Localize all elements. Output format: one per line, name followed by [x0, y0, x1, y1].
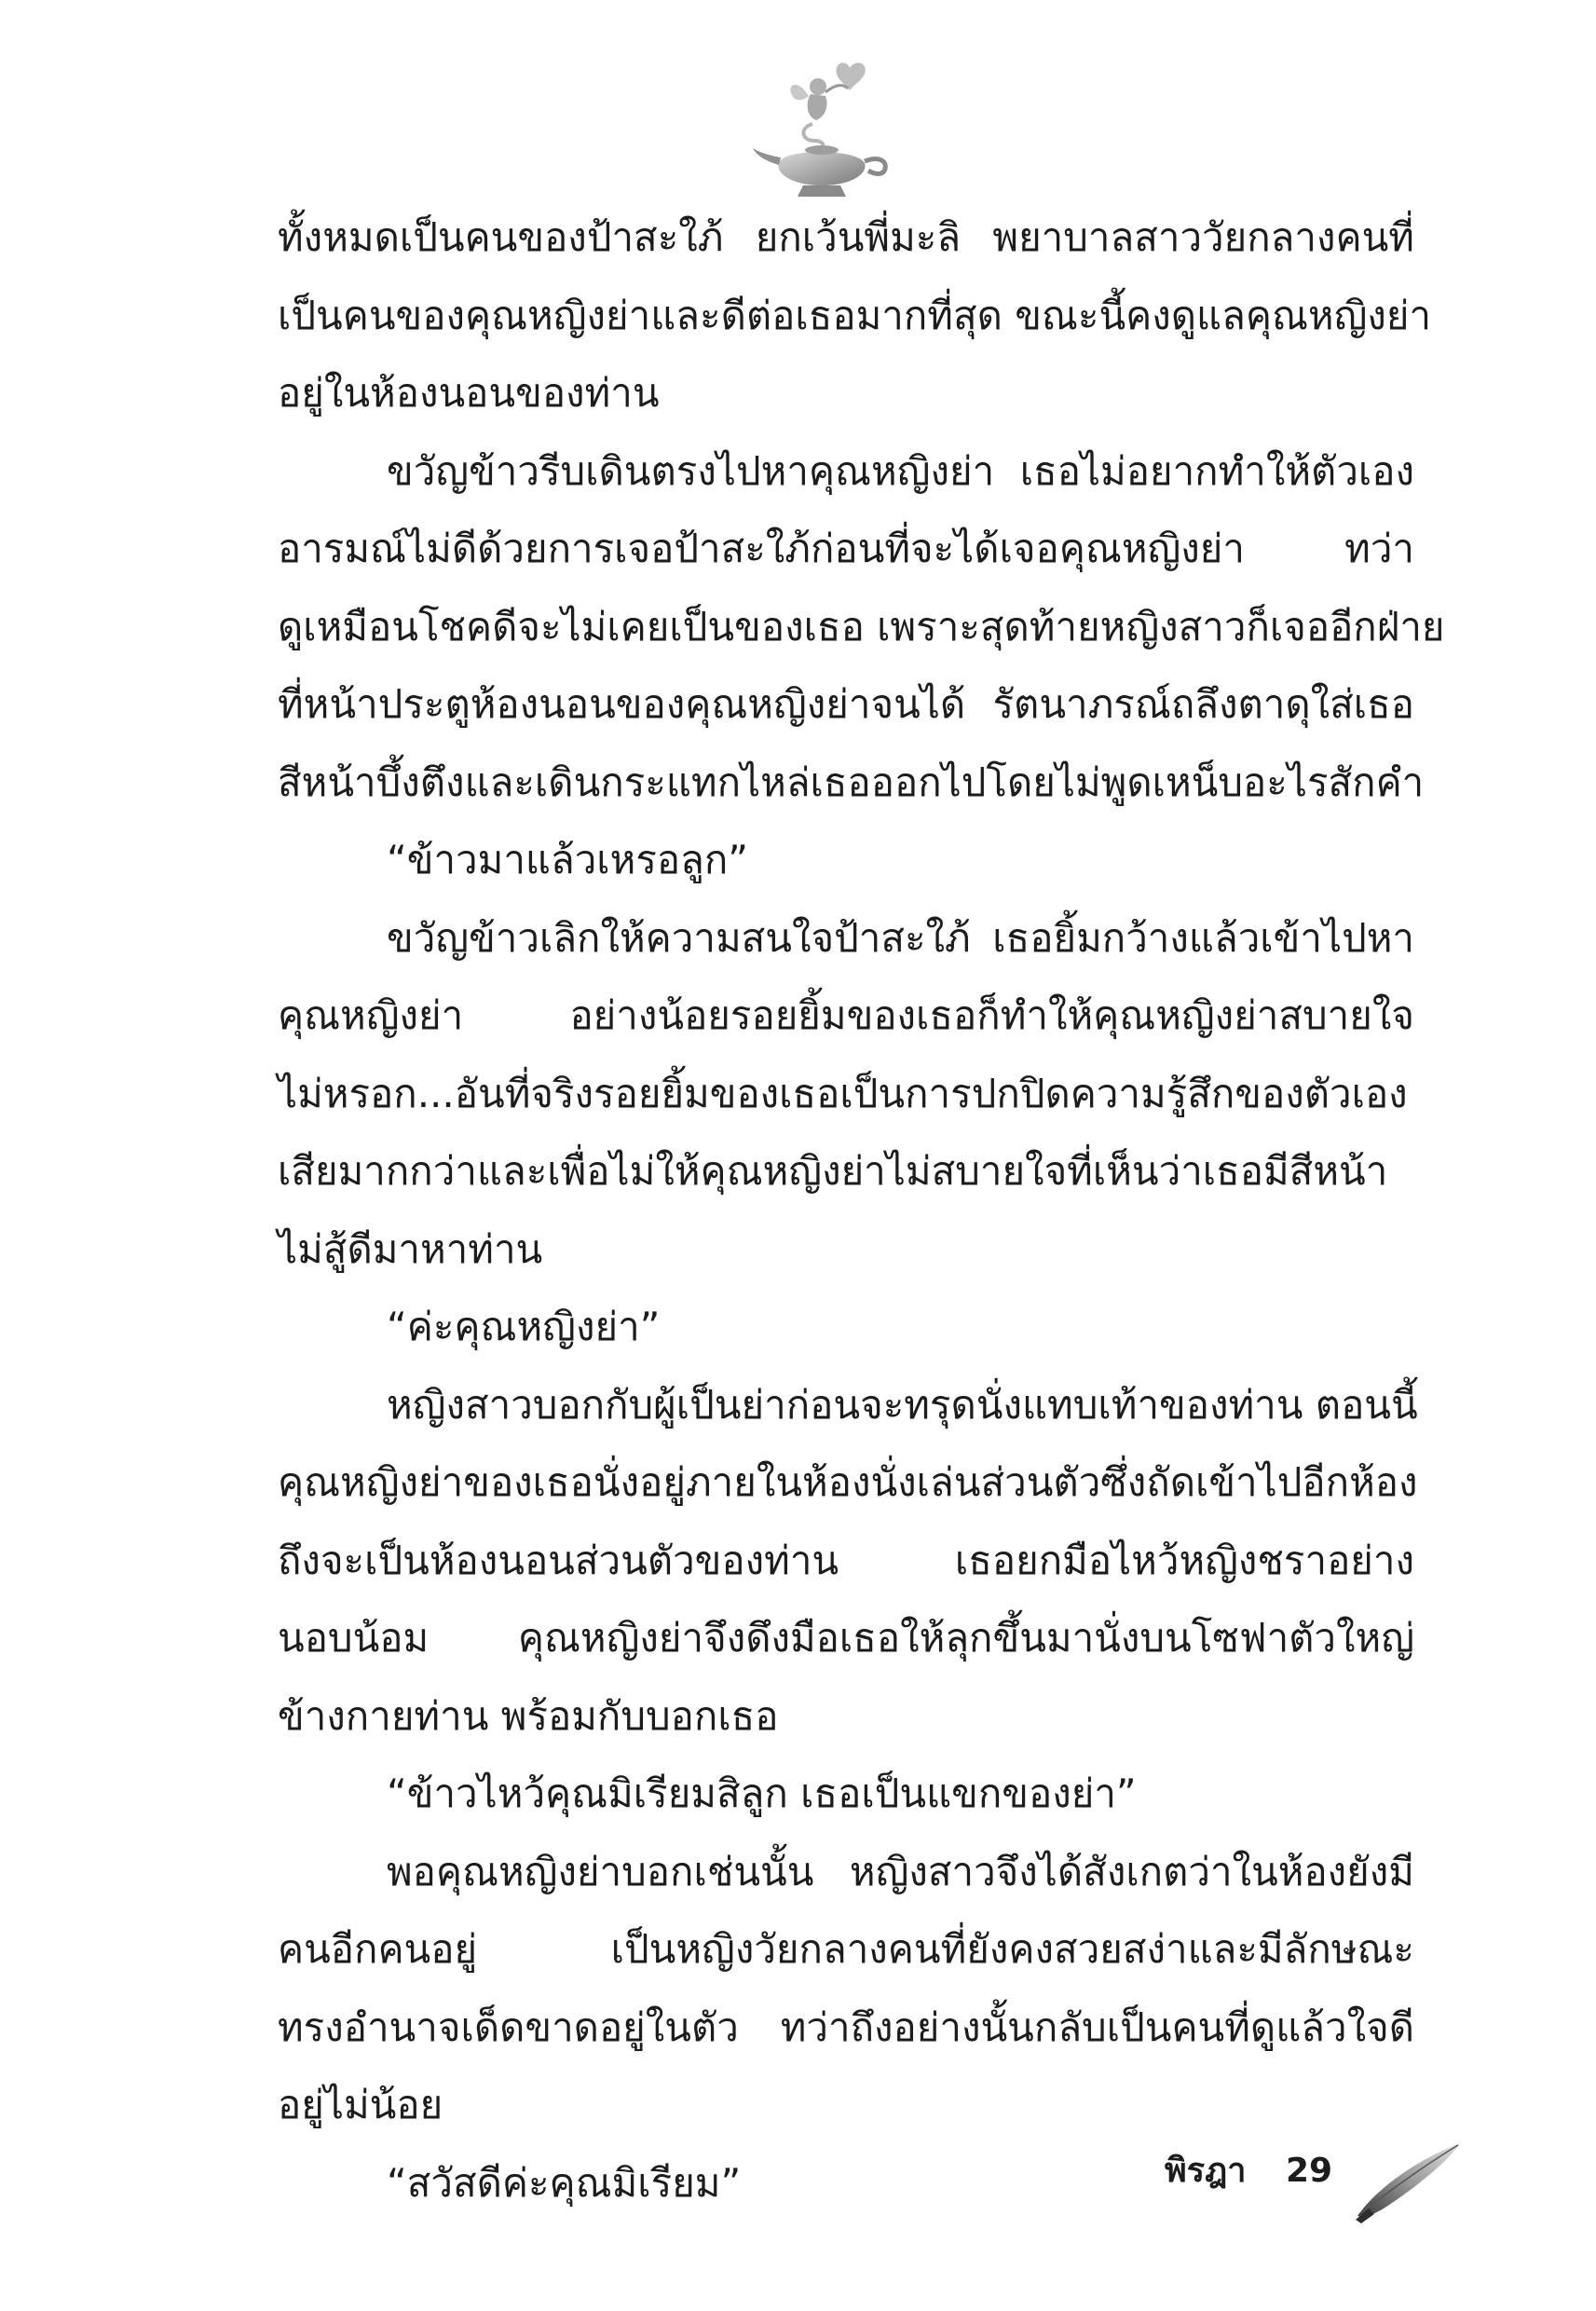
dialogue-line: “ข้าวมาแล้วเหรอลูก”	[387, 837, 749, 882]
text-line: ขวัญข้าวเลิกให้ความสนใจป้าสะใภ้ เธอยิ้มกว้างแล้วเข้าไปหา	[387, 914, 1414, 961]
text-line: พอคุณหญิงย่าบอกเช่นนั้น หญิงสาวจึงได้สังเกตว่าในห้องยังมี	[387, 1848, 1414, 1894]
text-line: คนอีกคนอยู่ เป็นหญิงวัยกลางคนที่ยังคงสวยสง่าและมีลักษณะ	[278, 1926, 1414, 1972]
text-line: ขวัญข้าวรีบเดินตรงไปหาคุณหญิงย่า เธอไม่อยากทำให้ตัวเอง	[387, 447, 1414, 494]
dialogue-line: “ค่ะคุณหญิงย่า”	[387, 1304, 661, 1349]
text-line: นอบน้อม คุณหญิงย่าจึงดึงมือเธอให้ลุกขึ้นมานั่งบนโซฟาตัวใหญ่	[278, 1615, 1414, 1661]
text-line: คุณหญิงย่าของเธอนั่งอยู่ภายในห้องนั่งเล่นส่วนตัวซึ่งถัดเข้าไปอีกห้อง	[278, 1459, 1418, 1505]
text-line: ข้างกายท่าน พร้อมกับบอกเธอ	[278, 1692, 779, 1739]
cupid-teapot-icon	[745, 51, 904, 210]
text-line: ดูเหมือนโชคดีจะไม่เคยเป็นของเธอ เพราะสุดท้ายหญิงสาวก็เจออีกฝ่าย	[278, 603, 1445, 650]
text-line: ที่หน้าประตูห้องนอนของคุณหญิงย่าจนได้ รัตนาภรณ์ถลึงตาดุใส่เธอ	[278, 681, 1414, 727]
text-line: ทั้งหมดเป็นคนของป้าสะใภ้ ยกเว้นพี่มะลิ พยาบาลสาววัยกลางคนที่	[278, 214, 1414, 260]
text-line: ถึงจะเป็นห้องนอนส่วนตัวของท่าน เธอยกมือไหว้หญิงชราอย่าง	[278, 1537, 1414, 1583]
dialogue-line: “ข้าวไหว้คุณมิเรียมสิลูก เธอเป็นแขกของย่า”	[387, 1771, 1137, 1816]
text-line: เป็นคนของคุณหญิงย่าและดีต่อเธอมากที่สุด ขณะนี้คงดูแลคุณหญิงย่า	[278, 292, 1432, 338]
page-number: 29	[1286, 2152, 1333, 2190]
author-name: พิรฎา	[1165, 2152, 1247, 2190]
text-line: สีหน้าบึ้งตึงและเดินกระแทกไหล่เธอออกไปโดยไม่พูดเหน็บอะไรสักคำ	[278, 759, 1425, 805]
dialogue-line: “สวัสดีค่ะคุณมิเรียม”	[387, 2159, 742, 2206]
quill-knife-icon	[1346, 2134, 1467, 2227]
text-line: หญิงสาวบอกกับผู้เป็นย่าก่อนจะทรุดนั่งแทบเท้าของท่าน ตอนนี้	[387, 1381, 1418, 1428]
page-footer	[1165, 2134, 1500, 2208]
text-line: อยู่ในห้องนอนของท่าน	[278, 370, 660, 416]
text-line: คุณหญิงย่า อย่างน้อยรอยยิ้มของเธอก็ทำให้คุณหญิงย่าสบายใจ	[278, 992, 1414, 1038]
text-line: อารมณ์ไม่ดีด้วยการเจอป้าสะใภ้ก่อนที่จะได้เจอคุณหญิงย่า ทว่า	[278, 526, 1414, 571]
text-line: ทรงอำนาจเด็ดขาดอยู่ในตัว ทว่าถึงอย่างนั้นกลับเป็นคนที่ดูแล้วใจดี	[278, 2003, 1414, 2050]
text-line: อยู่ไม่น้อย	[278, 2082, 443, 2127]
body-text	[278, 198, 1445, 2222]
text-line: ไม่หรอก...อันที่จริงรอยยิ้มของเธอเป็นการปกปิดความรู้สึกของตัวเอง	[278, 1070, 1408, 1116]
text-line: ไม่สู้ดีมาหาท่าน	[278, 1225, 543, 1272]
text-line: เสียมากกว่าและเพื่อไม่ให้คุณหญิงย่าไม่สบายใจที่เห็นว่าเธอมีสีหน้า	[278, 1148, 1388, 1194]
